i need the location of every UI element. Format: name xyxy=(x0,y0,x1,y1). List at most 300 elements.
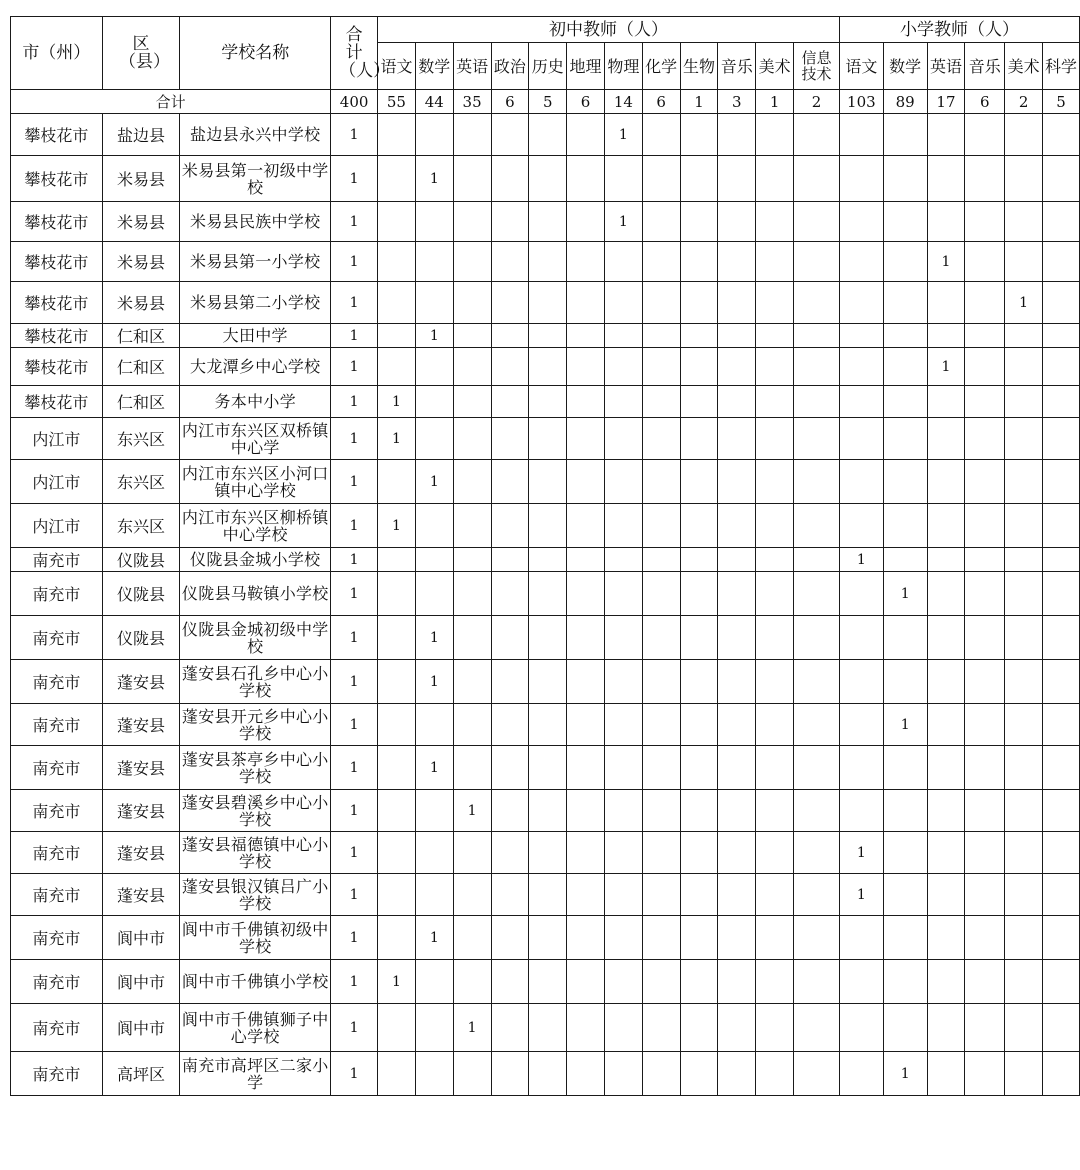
city-cell: 南充市 xyxy=(11,874,103,916)
table-row xyxy=(11,704,1080,746)
school-name-cell: 米易县民族中学校 xyxy=(180,202,331,242)
count-cell xyxy=(491,242,529,282)
count-cell xyxy=(718,548,756,572)
count-cell xyxy=(756,572,794,616)
count-cell xyxy=(604,916,642,960)
total-cell: 3 xyxy=(718,90,756,114)
district-cell: 仁和区 xyxy=(102,348,180,386)
count-cell xyxy=(756,202,794,242)
count-cell xyxy=(415,504,453,548)
count-cell xyxy=(927,916,965,960)
school-name-cell: 蓬安县福德镇中心小学校 xyxy=(180,832,331,874)
school-name-cell: 蓬安县开元乡中心小学校 xyxy=(180,704,331,746)
count-cell xyxy=(756,386,794,418)
count-cell xyxy=(1043,790,1080,832)
count-cell xyxy=(839,616,883,660)
school-name-cell: 大田中学 xyxy=(180,324,331,348)
count-cell xyxy=(567,874,605,916)
count-cell xyxy=(567,504,605,548)
count-cell xyxy=(794,156,840,202)
count-cell xyxy=(1005,202,1043,242)
count-cell xyxy=(1043,960,1080,1004)
count-cell xyxy=(718,704,756,746)
count-cell xyxy=(794,418,840,460)
count-cell xyxy=(680,202,718,242)
count-cell xyxy=(604,746,642,790)
count-cell xyxy=(642,916,680,960)
count-cell xyxy=(567,156,605,202)
table-row xyxy=(11,324,1080,348)
count-cell xyxy=(1005,916,1043,960)
count-cell xyxy=(718,874,756,916)
subject-header: 音乐 xyxy=(718,43,756,90)
count-cell xyxy=(718,114,756,156)
count-cell xyxy=(883,1004,927,1052)
count-cell xyxy=(927,548,965,572)
count-cell xyxy=(529,916,567,960)
city-cell: 内江市 xyxy=(11,460,103,504)
district-cell: 仁和区 xyxy=(102,386,180,418)
count-cell: 1 xyxy=(883,572,927,616)
count-cell xyxy=(642,616,680,660)
count-cell xyxy=(491,1004,529,1052)
count-cell xyxy=(453,282,491,324)
count-cell xyxy=(965,202,1005,242)
city-cell: 攀枝花市 xyxy=(11,156,103,202)
count-cell xyxy=(529,572,567,616)
district-cell: 阆中市 xyxy=(102,916,180,960)
count-cell xyxy=(794,324,840,348)
count-cell xyxy=(567,242,605,282)
city-cell: 攀枝花市 xyxy=(11,324,103,348)
count-cell xyxy=(1043,616,1080,660)
count-cell xyxy=(567,282,605,324)
header-total-label: 合计（人） xyxy=(339,25,391,81)
count-cell xyxy=(491,746,529,790)
count-cell xyxy=(927,156,965,202)
city-cell: 南充市 xyxy=(11,916,103,960)
count-cell xyxy=(491,874,529,916)
total-cell: 44 xyxy=(415,90,453,114)
table-row xyxy=(11,156,1080,202)
city-cell: 攀枝花市 xyxy=(11,202,103,242)
count-cell xyxy=(718,324,756,348)
count-cell xyxy=(883,282,927,324)
count-cell xyxy=(453,874,491,916)
count-cell xyxy=(756,660,794,704)
count-cell xyxy=(378,1004,416,1052)
row-total-cell: 1 xyxy=(331,874,378,916)
count-cell xyxy=(680,282,718,324)
count-cell xyxy=(794,504,840,548)
count-cell xyxy=(453,202,491,242)
count-cell xyxy=(1005,832,1043,874)
count-cell xyxy=(965,746,1005,790)
count-cell xyxy=(642,460,680,504)
table-row xyxy=(11,548,1080,572)
count-cell xyxy=(680,572,718,616)
count-cell xyxy=(680,1052,718,1096)
count-cell xyxy=(378,832,416,874)
row-total-cell: 1 xyxy=(331,660,378,704)
count-cell xyxy=(1043,874,1080,916)
count-cell xyxy=(567,832,605,874)
count-cell xyxy=(1005,460,1043,504)
count-cell xyxy=(839,790,883,832)
count-cell xyxy=(453,616,491,660)
header-middle-group xyxy=(378,17,840,43)
count-cell xyxy=(839,114,883,156)
subject-header: 音乐 xyxy=(965,43,1005,90)
count-cell xyxy=(756,156,794,202)
header-city-label: 市（州） xyxy=(22,43,91,63)
count-cell xyxy=(567,348,605,386)
count-cell xyxy=(1043,660,1080,704)
total-cell: 103 xyxy=(839,90,883,114)
count-cell xyxy=(604,460,642,504)
row-total-cell: 1 xyxy=(331,386,378,418)
count-cell xyxy=(680,418,718,460)
count-cell xyxy=(1043,114,1080,156)
count-cell xyxy=(1043,704,1080,746)
count-cell xyxy=(883,418,927,460)
school-name-cell: 大龙潭乡中心学校 xyxy=(180,348,331,386)
count-cell xyxy=(378,746,416,790)
count-cell xyxy=(491,386,529,418)
count-cell xyxy=(965,460,1005,504)
count-cell: 1 xyxy=(453,1004,491,1052)
count-cell xyxy=(642,202,680,242)
count-cell xyxy=(453,156,491,202)
subject-header: 英语 xyxy=(453,43,491,90)
count-cell xyxy=(680,156,718,202)
count-cell xyxy=(529,790,567,832)
count-cell xyxy=(965,114,1005,156)
count-cell xyxy=(604,348,642,386)
count-cell xyxy=(529,746,567,790)
subject-header-label: 信息技术 xyxy=(801,49,832,83)
count-cell xyxy=(1005,874,1043,916)
count-cell xyxy=(529,114,567,156)
count-cell xyxy=(491,790,529,832)
count-cell xyxy=(604,874,642,916)
count-cell xyxy=(718,960,756,1004)
count-cell xyxy=(415,282,453,324)
count-cell xyxy=(1005,746,1043,790)
count-cell xyxy=(567,572,605,616)
school-name-cell: 务本中小学 xyxy=(180,386,331,418)
totals-row xyxy=(11,90,1080,114)
subject-header: 语文 xyxy=(378,43,416,90)
count-cell xyxy=(415,114,453,156)
count-cell xyxy=(604,418,642,460)
count-cell xyxy=(378,572,416,616)
count-cell xyxy=(453,548,491,572)
count-cell xyxy=(1043,156,1080,202)
table-row xyxy=(11,242,1080,282)
school-name-cell: 阆中市千佛镇初级中学校 xyxy=(180,916,331,960)
subject-header: 物理 xyxy=(604,43,642,90)
count-cell xyxy=(1043,916,1080,960)
district-cell: 米易县 xyxy=(102,282,180,324)
count-cell xyxy=(453,324,491,348)
count-cell xyxy=(529,1052,567,1096)
count-cell xyxy=(642,704,680,746)
count-cell xyxy=(794,460,840,504)
count-cell xyxy=(491,202,529,242)
count-cell xyxy=(453,418,491,460)
city-cell: 南充市 xyxy=(11,548,103,572)
count-cell xyxy=(604,1004,642,1052)
district-cell: 米易县 xyxy=(102,242,180,282)
count-cell xyxy=(1005,348,1043,386)
count-cell xyxy=(642,960,680,1004)
count-cell xyxy=(883,874,927,916)
count-cell xyxy=(680,660,718,704)
subject-header: 生物 xyxy=(680,43,718,90)
count-cell xyxy=(718,156,756,202)
count-cell xyxy=(453,746,491,790)
city-cell: 南充市 xyxy=(11,790,103,832)
subject-header: 化学 xyxy=(642,43,680,90)
count-cell xyxy=(378,616,416,660)
count-cell xyxy=(680,242,718,282)
row-total-cell: 1 xyxy=(331,156,378,202)
table-row xyxy=(11,202,1080,242)
count-cell xyxy=(883,386,927,418)
row-total-cell: 1 xyxy=(331,790,378,832)
count-cell xyxy=(965,156,1005,202)
count-cell xyxy=(529,1004,567,1052)
count-cell xyxy=(883,832,927,874)
count-cell xyxy=(529,348,567,386)
district-cell: 阆中市 xyxy=(102,1004,180,1052)
count-cell: 1 xyxy=(604,114,642,156)
total-cell: 6 xyxy=(491,90,529,114)
count-cell xyxy=(529,548,567,572)
count-cell xyxy=(1043,504,1080,548)
count-cell: 1 xyxy=(839,548,883,572)
count-cell xyxy=(642,746,680,790)
count-cell xyxy=(794,1004,840,1052)
count-cell xyxy=(883,114,927,156)
count-cell: 1 xyxy=(927,242,965,282)
count-cell xyxy=(965,348,1005,386)
count-cell xyxy=(415,348,453,386)
count-cell xyxy=(839,418,883,460)
count-cell xyxy=(642,386,680,418)
count-cell xyxy=(794,202,840,242)
count-cell xyxy=(756,616,794,660)
subject-header: 数学 xyxy=(883,43,927,90)
count-cell xyxy=(1043,386,1080,418)
count-cell xyxy=(883,916,927,960)
subject-header: 地理 xyxy=(567,43,605,90)
school-name-cell: 盐边县永兴中学校 xyxy=(180,114,331,156)
district-cell: 东兴区 xyxy=(102,418,180,460)
count-cell xyxy=(794,114,840,156)
district-cell: 蓬安县 xyxy=(102,832,180,874)
count-cell: 1 xyxy=(378,504,416,548)
district-cell: 蓬安县 xyxy=(102,660,180,704)
count-cell xyxy=(1005,324,1043,348)
count-cell: 1 xyxy=(883,704,927,746)
table-wrapper xyxy=(10,16,1080,1096)
count-cell xyxy=(794,916,840,960)
count-cell xyxy=(529,704,567,746)
subject-header: 数学 xyxy=(415,43,453,90)
row-total-cell: 1 xyxy=(331,704,378,746)
count-cell xyxy=(529,324,567,348)
count-cell xyxy=(378,660,416,704)
total-cell: 1 xyxy=(680,90,718,114)
count-cell xyxy=(718,504,756,548)
total-cell: 2 xyxy=(1005,90,1043,114)
count-cell xyxy=(1005,386,1043,418)
count-cell xyxy=(453,960,491,1004)
count-cell xyxy=(965,386,1005,418)
count-cell xyxy=(529,832,567,874)
count-cell xyxy=(839,348,883,386)
count-cell xyxy=(491,660,529,704)
count-cell xyxy=(883,156,927,202)
count-cell xyxy=(927,202,965,242)
school-name-cell: 蓬安县茶亭乡中心小学校 xyxy=(180,746,331,790)
school-name-cell: 阆中市千佛镇小学校 xyxy=(180,960,331,1004)
count-cell xyxy=(839,1004,883,1052)
count-cell xyxy=(718,386,756,418)
count-cell xyxy=(965,874,1005,916)
count-cell xyxy=(927,572,965,616)
count-cell xyxy=(491,572,529,616)
count-cell xyxy=(378,324,416,348)
district-cell: 米易县 xyxy=(102,156,180,202)
count-cell xyxy=(642,790,680,832)
district-cell: 阆中市 xyxy=(102,960,180,1004)
row-total-cell: 1 xyxy=(331,548,378,572)
count-cell: 1 xyxy=(415,746,453,790)
count-cell xyxy=(883,548,927,572)
row-total-cell: 1 xyxy=(331,1052,378,1096)
city-cell: 攀枝花市 xyxy=(11,114,103,156)
count-cell xyxy=(453,460,491,504)
school-name-cell: 内江市东兴区小河口镇中心学校 xyxy=(180,460,331,504)
count-cell xyxy=(378,156,416,202)
count-cell xyxy=(718,460,756,504)
total-cell: 6 xyxy=(567,90,605,114)
count-cell xyxy=(529,460,567,504)
count-cell xyxy=(378,548,416,572)
city-cell: 南充市 xyxy=(11,704,103,746)
row-total-cell: 1 xyxy=(331,418,378,460)
count-cell xyxy=(718,572,756,616)
count-cell xyxy=(927,1052,965,1096)
count-cell xyxy=(756,242,794,282)
count-cell xyxy=(883,202,927,242)
count-cell xyxy=(1005,114,1043,156)
count-cell xyxy=(567,386,605,418)
count-cell xyxy=(794,704,840,746)
count-cell xyxy=(927,114,965,156)
count-cell: 1 xyxy=(415,324,453,348)
count-cell xyxy=(965,832,1005,874)
header-district xyxy=(102,17,180,90)
count-cell xyxy=(794,660,840,704)
count-cell xyxy=(1005,418,1043,460)
school-name-cell: 米易县第二小学校 xyxy=(180,282,331,324)
count-cell xyxy=(756,418,794,460)
table-row xyxy=(11,1004,1080,1052)
row-total-cell: 1 xyxy=(331,832,378,874)
count-cell xyxy=(604,660,642,704)
school-name-cell: 南充市高坪区二家小学 xyxy=(180,1052,331,1096)
count-cell xyxy=(378,202,416,242)
count-cell xyxy=(883,616,927,660)
total-cell: 2 xyxy=(794,90,840,114)
count-cell xyxy=(1043,418,1080,460)
count-cell xyxy=(642,874,680,916)
count-cell xyxy=(453,704,491,746)
table-row xyxy=(11,790,1080,832)
count-cell xyxy=(927,504,965,548)
district-cell: 仪陇县 xyxy=(102,548,180,572)
count-cell xyxy=(1043,242,1080,282)
count-cell xyxy=(642,660,680,704)
city-cell: 南充市 xyxy=(11,832,103,874)
count-cell xyxy=(1043,202,1080,242)
count-cell xyxy=(453,242,491,282)
count-cell xyxy=(567,704,605,746)
district-cell: 蓬安县 xyxy=(102,790,180,832)
count-cell xyxy=(567,202,605,242)
count-cell xyxy=(567,1052,605,1096)
count-cell xyxy=(965,324,1005,348)
count-cell xyxy=(567,960,605,1004)
count-cell xyxy=(680,460,718,504)
count-cell xyxy=(718,242,756,282)
count-cell xyxy=(718,616,756,660)
count-cell xyxy=(415,548,453,572)
count-cell xyxy=(491,1052,529,1096)
count-cell xyxy=(756,746,794,790)
header-district-label: 区（县） xyxy=(118,34,170,72)
count-cell xyxy=(491,324,529,348)
count-cell xyxy=(883,790,927,832)
count-cell xyxy=(927,660,965,704)
table-row xyxy=(11,460,1080,504)
row-total-cell: 1 xyxy=(331,460,378,504)
count-cell xyxy=(794,386,840,418)
total-cell: 55 xyxy=(378,90,416,114)
school-name-cell: 阆中市千佛镇狮子中心学校 xyxy=(180,1004,331,1052)
school-name-cell: 内江市东兴区双桥镇中心学 xyxy=(180,418,331,460)
count-cell xyxy=(883,324,927,348)
count-cell xyxy=(839,1052,883,1096)
count-cell xyxy=(378,460,416,504)
count-cell xyxy=(378,1052,416,1096)
count-cell xyxy=(642,282,680,324)
count-cell xyxy=(794,282,840,324)
count-cell xyxy=(839,156,883,202)
count-cell xyxy=(604,1052,642,1096)
count-cell xyxy=(415,1052,453,1096)
count-cell xyxy=(839,746,883,790)
count-cell xyxy=(718,202,756,242)
count-cell: 1 xyxy=(415,156,453,202)
count-cell: 1 xyxy=(415,616,453,660)
count-cell xyxy=(839,242,883,282)
count-cell: 1 xyxy=(378,960,416,1004)
